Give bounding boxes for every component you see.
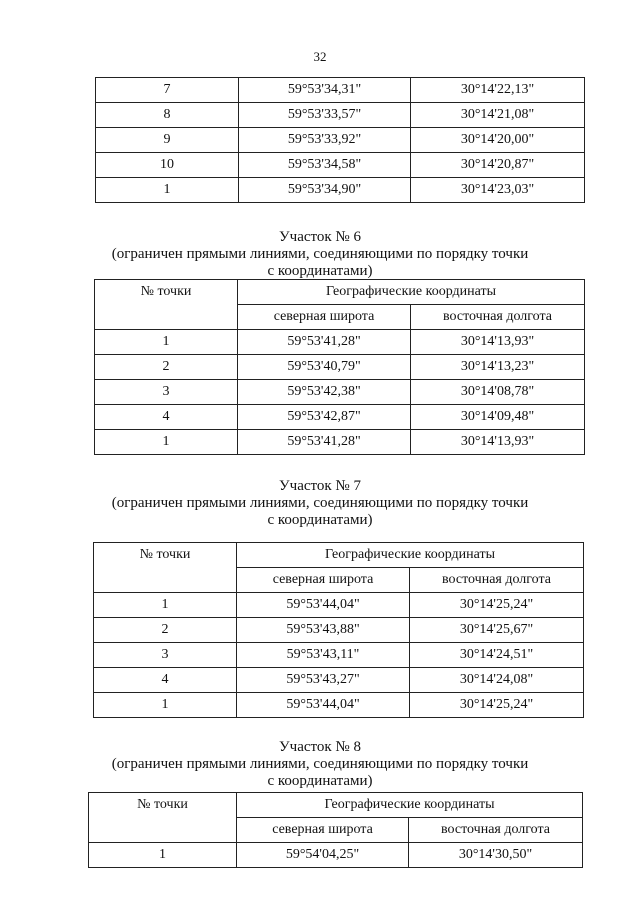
header-point-number: № точки (89, 793, 237, 843)
lat-cell: 59°53'44,04" (237, 593, 410, 618)
section-description: (ограничен прямыми линиями, соединяющими по порядку точки с координатами) (111, 495, 529, 528)
page-number: 32 (313, 49, 327, 64)
lat-cell: 59°53'43,27" (237, 668, 410, 693)
lat-cell: 59°53'33,92" (239, 128, 411, 153)
table-row (96, 78, 585, 103)
lat-cell: 59°53'43,11" (237, 643, 410, 668)
point-cell: 1 (95, 330, 238, 355)
lon-cell: 30°14'13,93" (411, 330, 585, 355)
table-row (96, 103, 585, 128)
header-latitude: северная широта (237, 568, 410, 593)
table-continuation (95, 77, 585, 203)
table-row (94, 668, 584, 693)
lon-cell: 30°14'20,87" (411, 153, 585, 178)
lon-cell: 30°14'25,24" (410, 693, 584, 718)
table-row (95, 380, 585, 405)
lat-cell: 59°53'41,28" (238, 330, 411, 355)
point-cell: 2 (95, 355, 238, 380)
section-heading-7 (110, 478, 530, 529)
header-geo-coordinates: Географические координаты (238, 280, 585, 305)
point-cell: 10 (96, 153, 239, 178)
header-longitude: восточная долгота (411, 305, 585, 330)
lon-cell: 30°14'24,51" (410, 643, 584, 668)
lon-cell: 30°14'25,24" (410, 593, 584, 618)
header-geo-coordinates: Географические координаты (237, 543, 584, 568)
lat-cell: 59°53'42,38" (238, 380, 411, 405)
header-geo-coordinates: Географические координаты (237, 793, 583, 818)
point-cell: 7 (96, 78, 239, 103)
lat-cell: 59°53'34,31" (239, 78, 411, 103)
table-row (94, 618, 584, 643)
header-point-number: № точки (95, 280, 238, 330)
coordinates-table-6 (94, 279, 585, 455)
lat-cell: 59°53'43,88" (237, 618, 410, 643)
table-row (96, 128, 585, 153)
table-row (96, 153, 585, 178)
lat-cell: 59°53'41,28" (238, 430, 411, 455)
lat-cell: 59°53'34,58" (239, 153, 411, 178)
section-heading-6 (110, 229, 530, 280)
table-header-row (89, 793, 583, 818)
header-latitude: северная широта (238, 305, 411, 330)
table-row (94, 693, 584, 718)
point-cell: 1 (94, 593, 237, 618)
lat-cell: 59°53'44,04" (237, 693, 410, 718)
lat-cell: 59°53'34,90" (239, 178, 411, 203)
table-row (95, 330, 585, 355)
lon-cell: 30°14'25,67" (410, 618, 584, 643)
point-cell: 8 (96, 103, 239, 128)
point-cell: 1 (94, 693, 237, 718)
table-header-row (95, 280, 585, 305)
point-cell: 1 (95, 430, 238, 455)
header-longitude: восточная долгота (409, 818, 583, 843)
point-cell: 3 (94, 643, 237, 668)
section-title: Участок № 7 (279, 478, 361, 494)
lon-cell: 30°14'09,48" (411, 405, 585, 430)
section-title: Участок № 6 (279, 229, 361, 245)
table-header-row (94, 543, 584, 568)
coordinates-table-8 (88, 792, 583, 868)
point-cell: 1 (89, 843, 237, 868)
table-row (95, 430, 585, 455)
lon-cell: 30°14'20,00" (411, 128, 585, 153)
lon-cell: 30°14'22,13" (411, 78, 585, 103)
section-title: Участок № 8 (279, 739, 361, 755)
coordinates-table-7 (93, 542, 584, 718)
point-cell: 2 (94, 618, 237, 643)
lat-cell: 59°53'42,87" (238, 405, 411, 430)
section-description: (ограничен прямыми линиями, соединяющими по порядку точки с координатами) (111, 246, 529, 279)
lat-cell: 59°53'33,57" (239, 103, 411, 128)
lon-cell: 30°14'13,23" (411, 355, 585, 380)
table-row (95, 355, 585, 380)
lon-cell: 30°14'23,03" (411, 178, 585, 203)
table-row (89, 843, 583, 868)
lon-cell: 30°14'30,50" (409, 843, 583, 868)
header-point-number: № точки (94, 543, 237, 593)
point-cell: 1 (96, 178, 239, 203)
section-description: (ограничен прямыми линиями, соединяющими по порядку точки с координатами) (111, 756, 529, 789)
table-row (94, 643, 584, 668)
point-cell: 4 (94, 668, 237, 693)
point-cell: 3 (95, 380, 238, 405)
lat-cell: 59°54'04,25" (237, 843, 409, 868)
lon-cell: 30°14'08,78" (411, 380, 585, 405)
lon-cell: 30°14'13,93" (411, 430, 585, 455)
table-row (94, 593, 584, 618)
lon-cell: 30°14'24,08" (410, 668, 584, 693)
table-row (95, 405, 585, 430)
lat-cell: 59°53'40,79" (238, 355, 411, 380)
section-heading-8 (110, 739, 530, 790)
table-row (96, 178, 585, 203)
header-longitude: восточная долгота (410, 568, 584, 593)
header-latitude: северная широта (237, 818, 409, 843)
lon-cell: 30°14'21,08" (411, 103, 585, 128)
point-cell: 4 (95, 405, 238, 430)
point-cell: 9 (96, 128, 239, 153)
